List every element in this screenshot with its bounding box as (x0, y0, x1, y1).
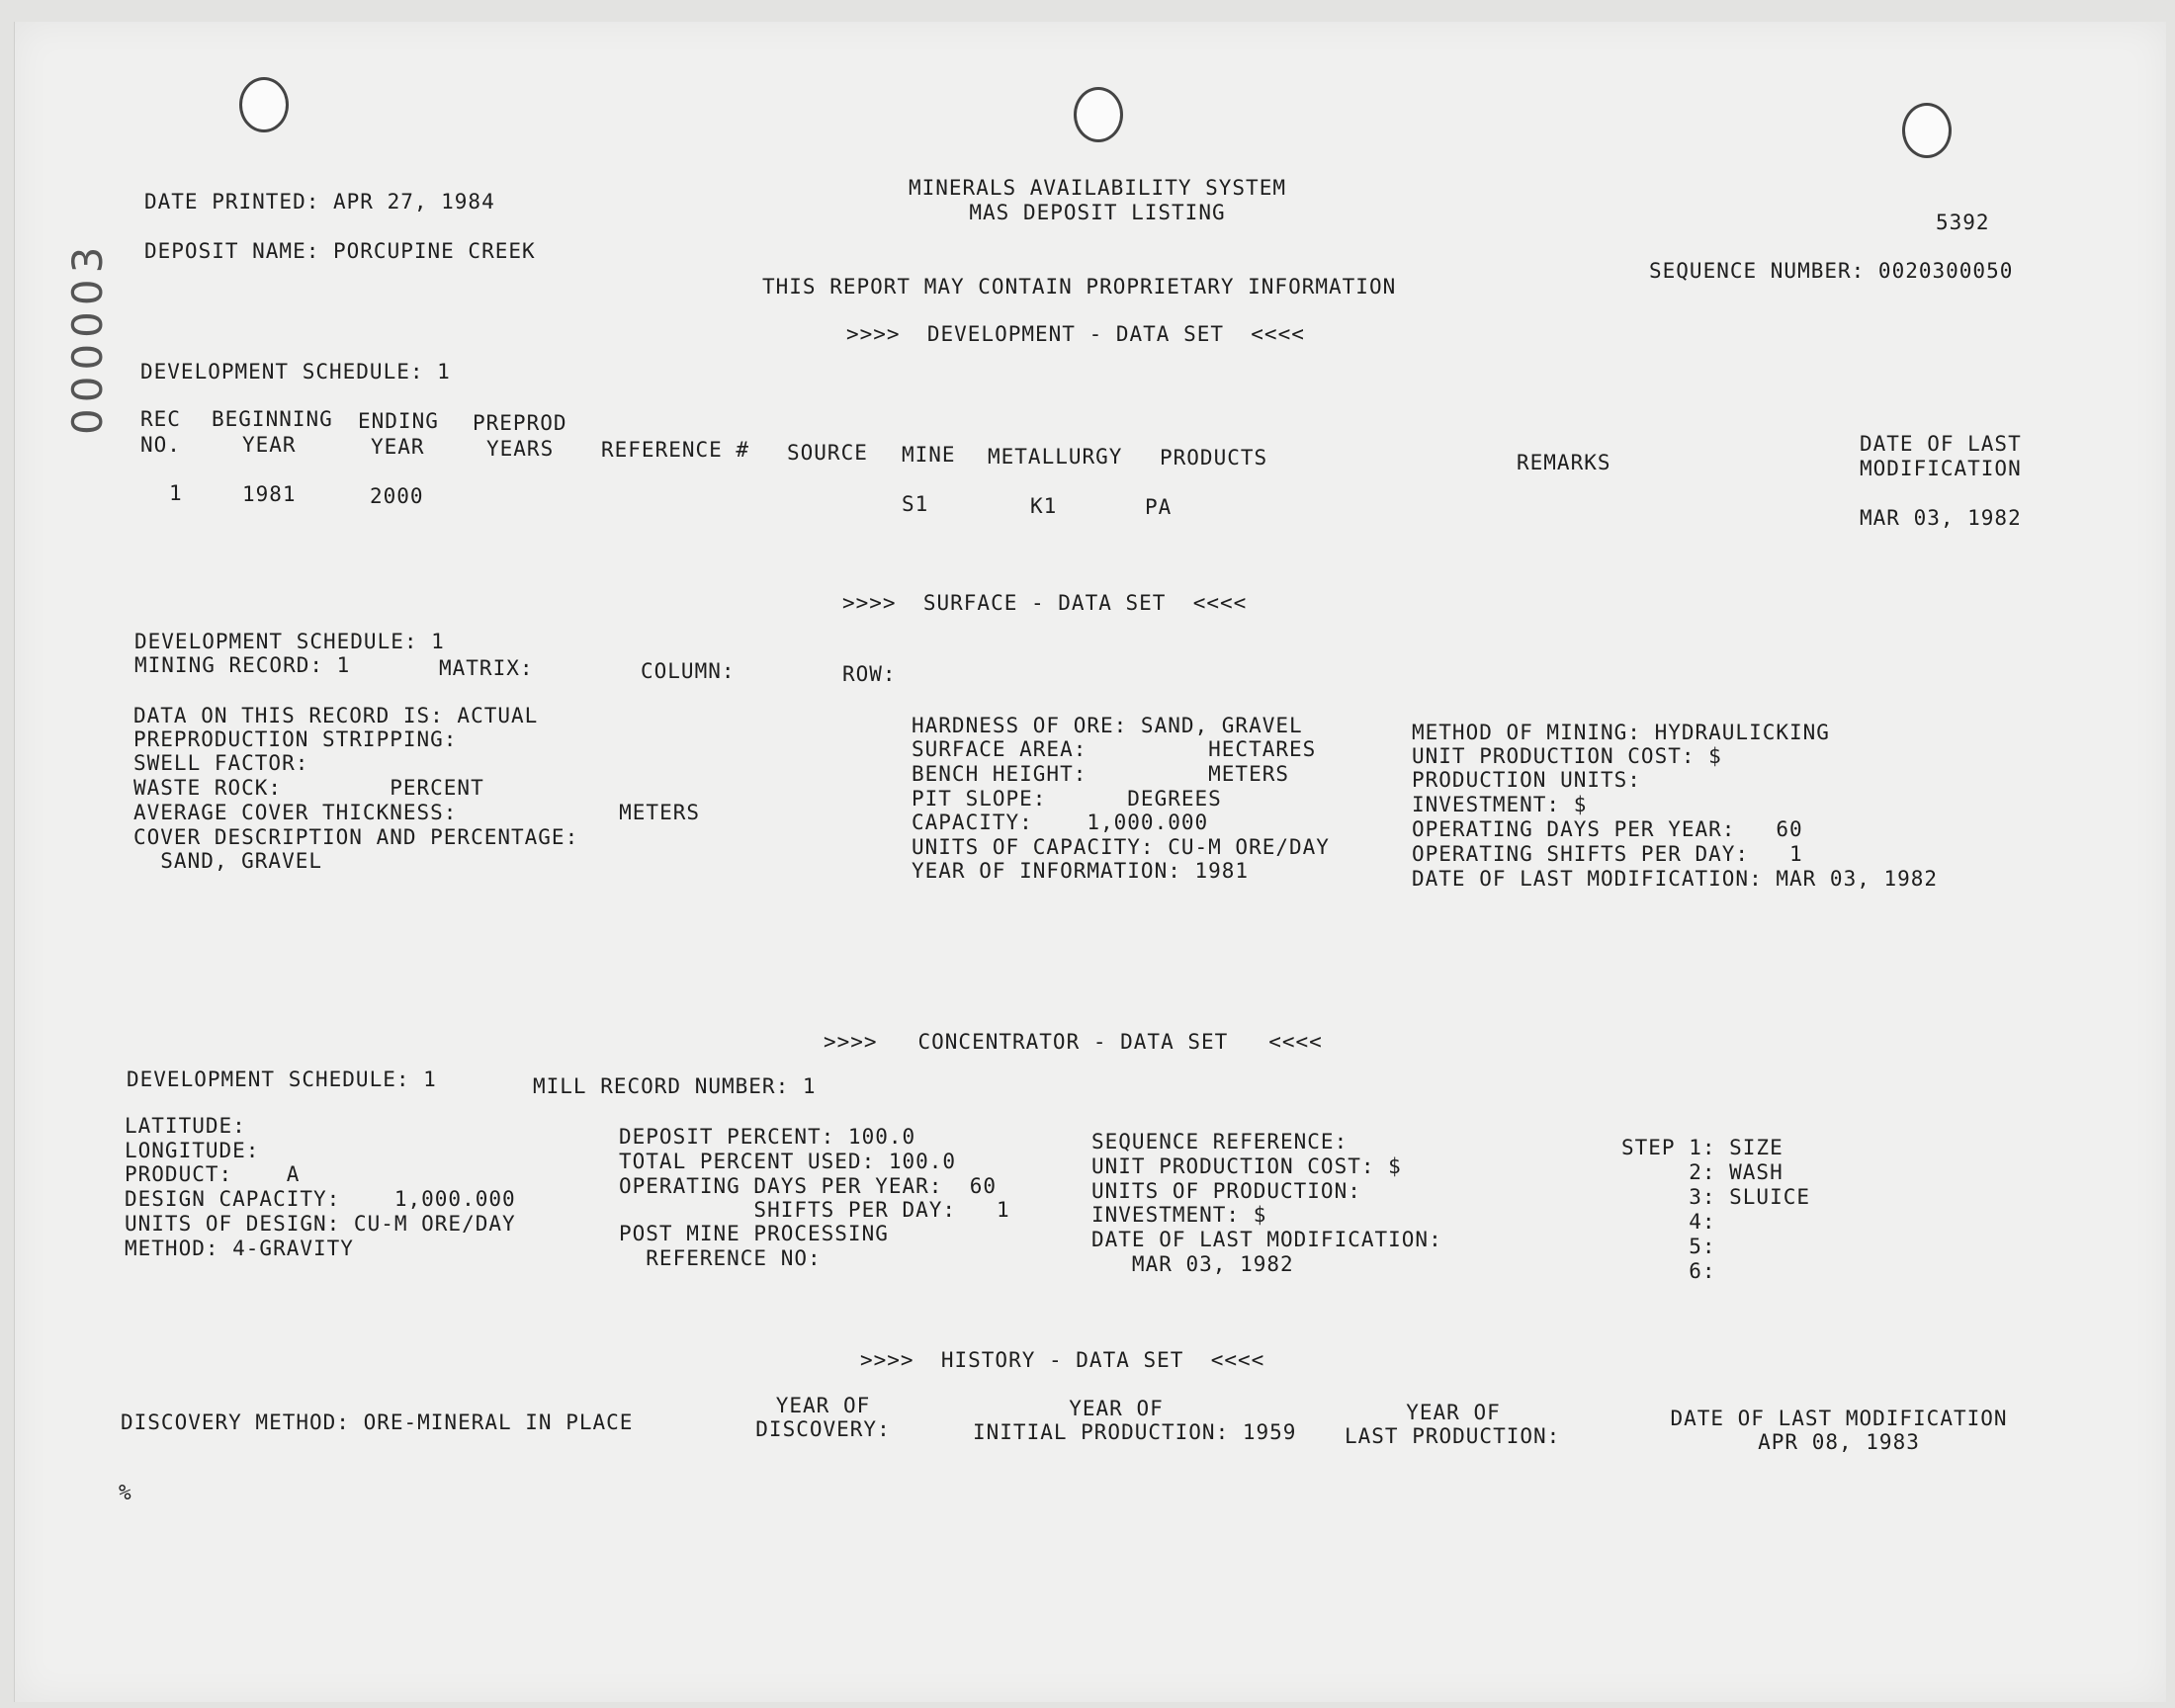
concentrator-col2-line: REFERENCE NO: (619, 1246, 822, 1270)
col-modification: MODIFICATION (1860, 457, 2022, 480)
process-step: 5: (1621, 1235, 1716, 1258)
concentrator-col1-line: METHOD: 4-GRAVITY (125, 1237, 354, 1260)
surface-middle-line: PIT SLOPE: DEGREES (912, 787, 1222, 811)
surface-mining-record: MINING RECORD: 1 (134, 653, 351, 677)
process-step: 3: SLUICE (1621, 1185, 1811, 1209)
process-step: 4: (1621, 1210, 1716, 1234)
concentrator-col2-line: DEPOSIT PERCENT: 100.0 (619, 1125, 916, 1149)
surface-left-line: AVERAGE COVER THICKNESS: METERS (133, 801, 701, 824)
concentrator-col2-line: TOTAL PERCENT USED: 100.0 (619, 1150, 957, 1173)
col-rec: REC (140, 407, 181, 431)
surface-middle-line: CAPACITY: 1,000.000 (912, 811, 1209, 834)
sequence-number: SEQUENCE NUMBER: 0020300050 (1649, 259, 2014, 283)
listing-title: MAS DEPOSIT LISTING (969, 201, 1226, 224)
surface-column: COLUMN: (641, 659, 736, 683)
col-metallurgy: METALLURGY (988, 445, 1123, 469)
surface-left-line: DATA ON THIS RECORD IS: ACTUAL (133, 704, 539, 727)
surface-left-line: WASTE ROCK: PERCENT (133, 776, 484, 800)
concentrator-col3-line: MAR 03, 1982 (1091, 1252, 1294, 1276)
surface-middle-line: UNITS OF CAPACITY: CU-M ORE/DAY (912, 835, 1330, 859)
concentrator-col1-line: UNITS OF DESIGN: CU-M ORE/DAY (125, 1212, 516, 1236)
row-rec: 1 (169, 481, 183, 505)
row-mine: S1 (902, 492, 929, 516)
punch-hole (239, 77, 289, 132)
year-of-discovery-value: DISCOVERY: (755, 1417, 891, 1441)
surface-right-line: PRODUCTION UNITS: (1412, 768, 1641, 792)
concentrator-col2-line: POST MINE PROCESSING (619, 1222, 889, 1245)
surface-middle-line: HARDNESS OF ORE: SAND, GRAVEL (912, 714, 1303, 737)
col-source: SOURCE (787, 441, 868, 465)
process-step: 2: WASH (1621, 1160, 1784, 1184)
col-preprod-years: YEARS (486, 437, 555, 461)
surface-right-line: OPERATING DAYS PER YEAR: 60 (1412, 817, 1803, 841)
surface-left-line: SAND, GRAVEL (133, 849, 323, 873)
surface-right-line: UNIT PRODUCTION COST: $ (1412, 744, 1722, 768)
concentrator-col2-line: SHIFTS PER DAY: 1 (619, 1198, 1010, 1222)
punch-hole (1902, 103, 1952, 158)
footer-mark: % (119, 1481, 132, 1504)
col-date-of-last: DATE OF LAST (1860, 432, 2022, 456)
surface-left-line: PREPRODUCTION STRIPPING: (133, 727, 458, 751)
row-metallurgy: K1 (1030, 494, 1058, 518)
process-step: STEP 1: SIZE (1621, 1136, 1784, 1159)
col-beginning-year: YEAR (242, 433, 297, 457)
process-step: 6: (1621, 1259, 1716, 1283)
col-ending: ENDING (358, 409, 439, 433)
col-beginning: BEGINNING (212, 407, 333, 431)
col-no: NO. (140, 433, 181, 457)
surface-middle-line: SURFACE AREA: HECTARES (912, 737, 1317, 761)
row-products: PA (1145, 495, 1173, 519)
concentrator-banner: >>>> CONCENTRATOR - DATA SET <<<< (824, 1030, 1323, 1054)
concentrator-col3-line: DATE OF LAST MODIFICATION: (1091, 1228, 1442, 1251)
col-ending-year: YEAR (371, 435, 425, 459)
history-date-of-last-modification-value: APR 08, 1983 (1758, 1430, 1920, 1454)
surface-middle-line: YEAR OF INFORMATION: 1981 (912, 859, 1250, 883)
surface-right-line: INVESTMENT: $ (1412, 793, 1588, 816)
faint-bleed-through (63, 1184, 117, 1236)
concentrator-schedule: DEVELOPMENT SCHEDULE: 1 (127, 1068, 437, 1091)
concentrator-col3-line: UNIT PRODUCTION COST: $ (1091, 1154, 1402, 1178)
margin-stamp: 000003 (63, 240, 112, 435)
surface-right-line: OPERATING SHIFTS PER DAY: 1 (1412, 842, 1803, 866)
year-of-last-production-value: LAST PRODUCTION: (1345, 1424, 1561, 1448)
concentrator-col1-line: DESIGN CAPACITY: 1,000.000 (125, 1187, 516, 1211)
year-of-last-production-label: YEAR OF (1406, 1401, 1501, 1424)
concentrator-col3-line: INVESTMENT: $ (1091, 1203, 1267, 1227)
surface-schedule: DEVELOPMENT SCHEDULE: 1 (134, 630, 445, 653)
concentrator-col3-line: UNITS OF PRODUCTION: (1091, 1179, 1361, 1203)
col-products: PRODUCTS (1160, 446, 1268, 470)
col-preprod: PREPROD (473, 411, 567, 435)
surface-banner: >>>> SURFACE - DATA SET <<<< (842, 591, 1248, 615)
page-number: 5392 (1936, 211, 1990, 234)
discovery-method: DISCOVERY METHOD: ORE-MINERAL IN PLACE (121, 1410, 634, 1434)
year-of-initial-production-value: INITIAL PRODUCTION: 1959 (973, 1420, 1297, 1444)
surface-right-line: METHOD OF MINING: HYDRAULICKING (1412, 721, 1830, 744)
surface-left-line: SWELL FACTOR: (133, 751, 309, 775)
concentrator-col2-line: OPERATING DAYS PER YEAR: 60 (619, 1174, 998, 1198)
system-title: MINERALS AVAILABILITY SYSTEM (908, 176, 1286, 200)
row-ending: 2000 (370, 484, 424, 508)
concentrator-col1-line: PRODUCT: A (125, 1162, 301, 1186)
date-printed: DATE PRINTED: APR 27, 1984 (144, 190, 495, 214)
mill-record-number: MILL RECORD NUMBER: 1 (533, 1074, 817, 1098)
concentrator-col1-line: LATITUDE: (125, 1114, 246, 1138)
year-of-initial-production-label: YEAR OF (1069, 1397, 1164, 1420)
surface-row: ROW: (842, 662, 897, 686)
col-mine: MINE (902, 443, 956, 467)
development-banner: >>>> DEVELOPMENT - DATA SET <<<< (846, 322, 1305, 346)
surface-right-line: DATE OF LAST MODIFICATION: MAR 03, 1982 (1412, 867, 1939, 891)
deposit-name: DEPOSIT NAME: PORCUPINE CREEK (144, 239, 536, 263)
history-date-of-last-modification-label: DATE OF LAST MODIFICATION (1670, 1407, 2008, 1430)
punch-hole (1074, 87, 1123, 142)
row-date: MAR 03, 1982 (1860, 506, 2022, 530)
history-banner: >>>> HISTORY - DATA SET <<<< (860, 1348, 1265, 1372)
row-beginning: 1981 (242, 482, 297, 506)
surface-matrix: MATRIX: (439, 656, 534, 680)
proprietary-notice: THIS REPORT MAY CONTAIN PROPRIETARY INFORMATION (762, 275, 1397, 299)
col-reference: REFERENCE # (601, 438, 750, 462)
concentrator-col1-line: LONGITUDE: (125, 1139, 260, 1162)
year-of-discovery-label: YEAR OF (775, 1394, 871, 1417)
surface-left-line: COVER DESCRIPTION AND PERCENTAGE: (133, 825, 579, 849)
surface-middle-line: BENCH HEIGHT: METERS (912, 762, 1290, 786)
development-schedule: DEVELOPMENT SCHEDULE: 1 (140, 360, 451, 384)
col-remarks: REMARKS (1517, 451, 1611, 474)
concentrator-col3-line: SEQUENCE REFERENCE: (1091, 1130, 1348, 1153)
